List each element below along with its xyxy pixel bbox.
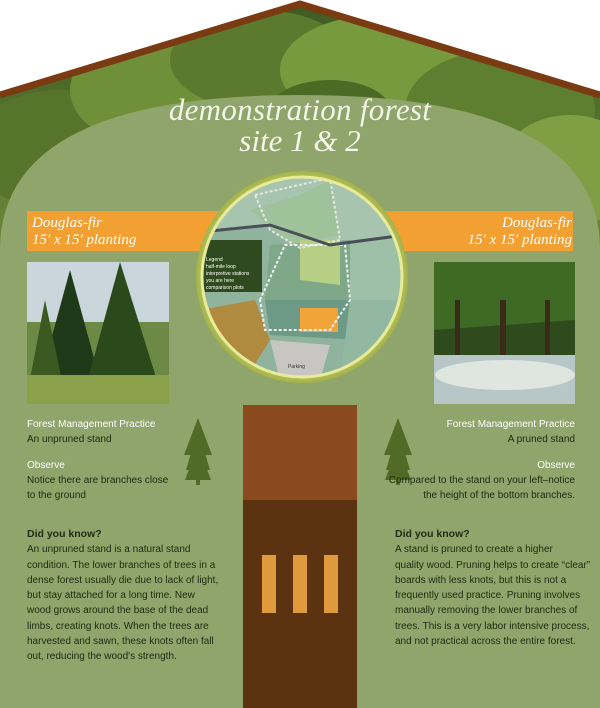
right-dyk-line: trees. This is a very labor intensive process,	[395, 620, 590, 632]
left-observe-line: to the ground	[27, 490, 86, 501]
legend-item: interpretive stations	[206, 271, 250, 277]
left-observe-heading: Observe	[27, 460, 65, 471]
legend-item: half-mile loop	[206, 264, 236, 270]
left-dyk-line: condition. The lower branches of trees in a	[27, 559, 216, 571]
right-observe-heading: Observe	[537, 460, 575, 471]
left-dyk-line: wood grows around the base of the dead	[27, 605, 209, 617]
right-did-you-know	[395, 527, 595, 649]
sign-subtitle: site 1 & 2	[239, 123, 361, 158]
left-practice-text: An unpruned stand	[27, 434, 112, 445]
map-legend-title: Legend	[206, 257, 223, 263]
right-dyk-line: and not practical across the entire forest.	[395, 636, 576, 648]
left-dyk-line: harvested and sawn, these knots often fall	[27, 636, 214, 648]
right-dyk-line: quality wood. Pruning helps to create “clear”	[395, 559, 591, 571]
right-observe	[355, 458, 575, 503]
left-band-subtitle: 15' x 15' planting	[32, 232, 137, 248]
left-band-text	[32, 215, 136, 249]
right-practice-text: A pruned stand	[507, 434, 575, 445]
left-observe	[27, 458, 227, 503]
right-band-subtitle: 15' x 15' planting	[467, 232, 572, 248]
right-practice-heading: Forest Management Practice	[446, 419, 575, 430]
left-dyk-line: An unpruned stand is a natural stand	[27, 544, 191, 556]
right-dyk-line: frequently used practice. Pruning involves	[395, 590, 581, 602]
post-slot-3	[324, 555, 338, 613]
left-dyk-line: out, reducing the wood's strength.	[27, 651, 177, 663]
left-photo	[27, 262, 169, 404]
left-observe-line: Notice there are branches close	[27, 475, 169, 486]
left-dyk-line: but stay attached for a long time. New	[27, 590, 195, 602]
right-dyk-heading: Did you know?	[395, 528, 470, 540]
map-parking-label: Parking	[288, 364, 305, 370]
right-observe-line: the height of the bottom branches.	[423, 490, 575, 501]
left-dyk-line: limbs, creating knots. When the trees are	[27, 620, 209, 632]
right-observe-line: Compared to the stand on your left–notice	[388, 475, 575, 486]
left-dyk-line: dense forest usually die due to lack of light,	[27, 574, 219, 586]
left-practice-heading: Forest Management Practice	[27, 419, 156, 430]
right-practice	[355, 417, 575, 447]
legend-item: you are here	[206, 278, 235, 284]
right-dyk-line: boards with less knots, but this is not a	[395, 574, 567, 586]
right-band-text	[468, 215, 572, 249]
post-slot-1	[262, 555, 276, 613]
left-band-title: Douglas-fir	[32, 215, 103, 231]
left-did-you-know	[27, 527, 242, 665]
left-practice	[27, 417, 227, 447]
right-band-title: Douglas-fir	[501, 215, 572, 231]
map-legend	[206, 257, 249, 292]
post-slot-2	[293, 555, 307, 613]
legend-item: comparison plots	[206, 285, 244, 291]
right-dyk-line: manually removing the lower branches of	[395, 605, 578, 617]
sign-title: demonstration forest	[168, 92, 432, 127]
right-dyk-line: A stand is pruned to create a higher	[395, 544, 553, 556]
left-dyk-heading: Did you know?	[27, 528, 102, 540]
right-photo	[434, 262, 575, 404]
